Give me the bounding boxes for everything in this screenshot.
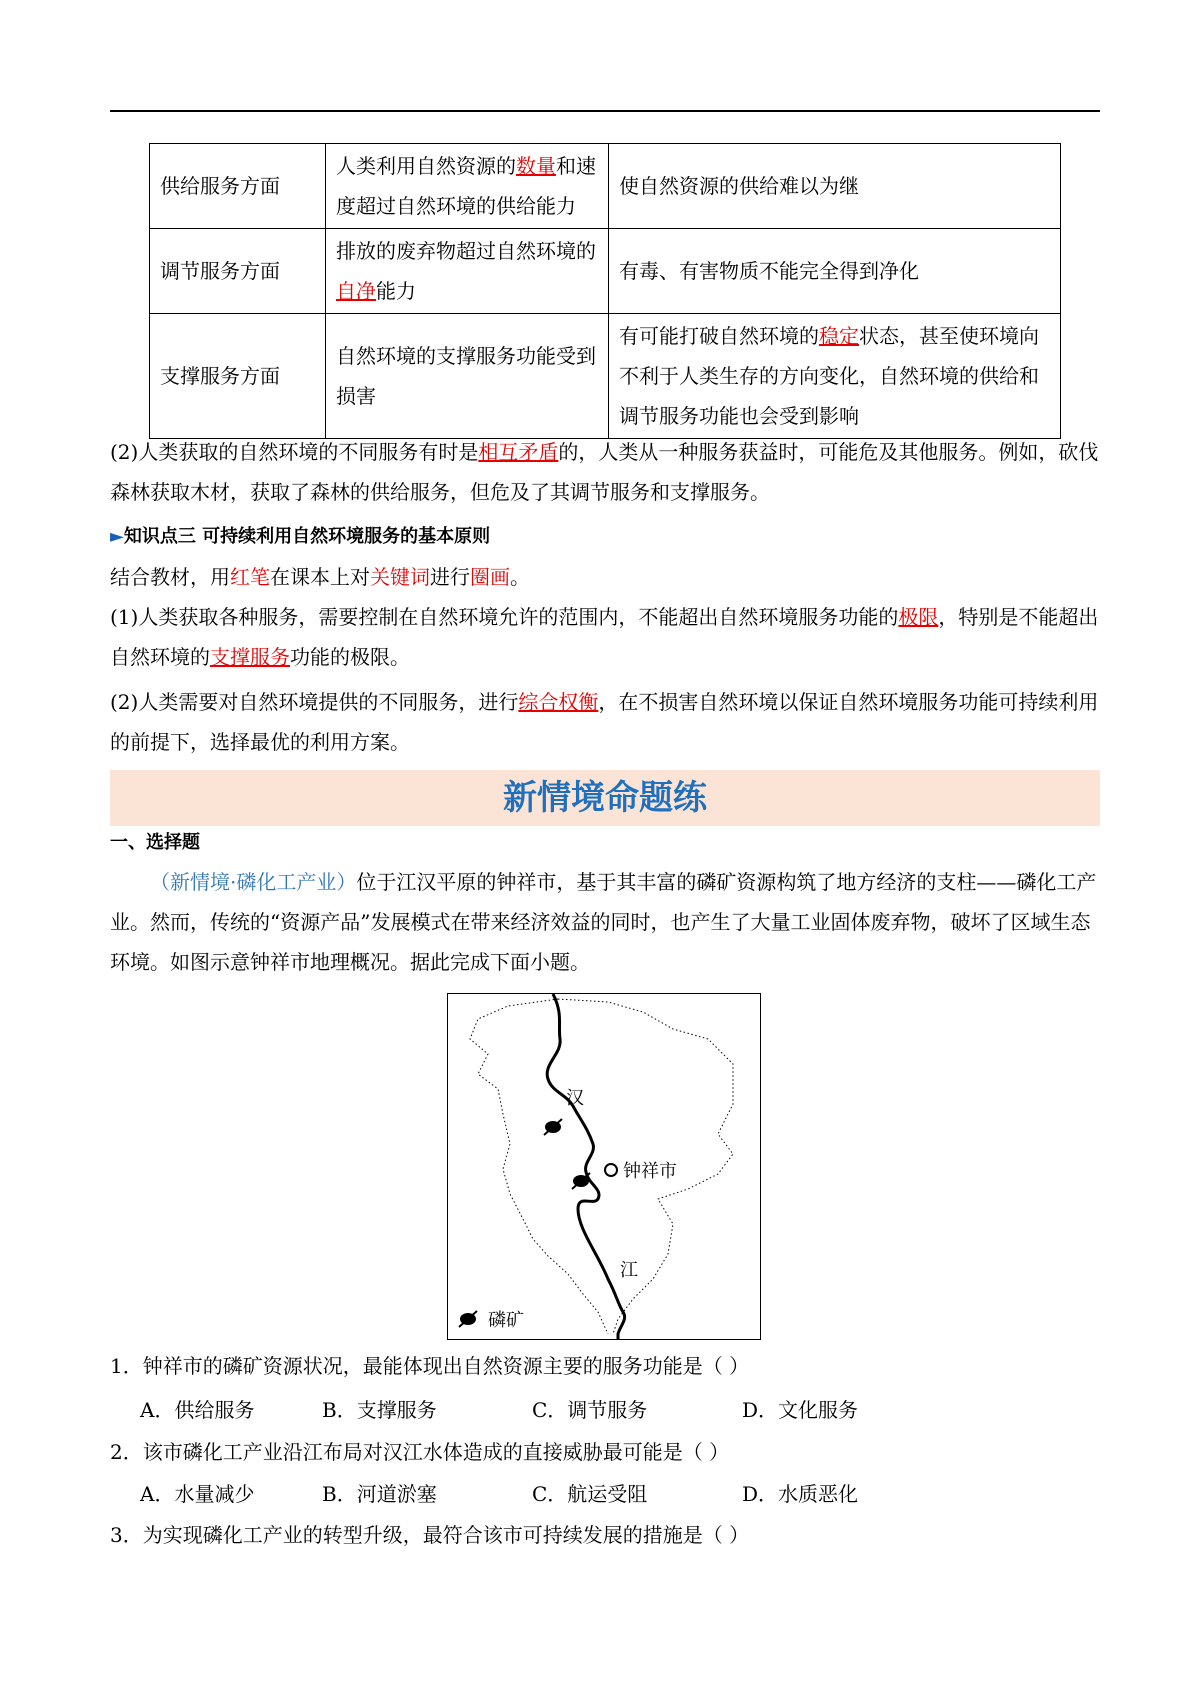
effect-text: 使自然资源的供给难以为继 (619, 174, 859, 198)
option-b[interactable]: B．支撑服务 (322, 1398, 437, 1422)
table-cell-cause (326, 314, 609, 439)
label-han: 汉 (566, 1088, 584, 1109)
keyword: 极限 (898, 605, 939, 629)
table-cell-aspect: 调节服务方面 (150, 229, 326, 314)
context-tag: （新情境·磷化工产业） (150, 870, 357, 894)
legend-mine-icon (459, 1311, 477, 1327)
keyword: 数量 (516, 154, 556, 178)
option-b[interactable]: B．河道淤塞 (322, 1482, 437, 1506)
cause-text: 自然环境的支撑服务功能受到损害 (336, 344, 596, 408)
city-marker-icon (605, 1164, 617, 1176)
table-cell-effect (609, 229, 1061, 314)
table-row (150, 314, 1061, 439)
instruction-line: 结合教材，用红笔在课本上对关键词进行圈画。 (110, 565, 530, 589)
question-1: 1．钟祥市的磷矿资源状况，最能体现出自然资源主要的服务功能是（ ） (110, 1354, 750, 1378)
table-cell-cause (326, 144, 609, 229)
phosphate-mine-icon (572, 1173, 590, 1189)
table-cell-effect (609, 314, 1061, 439)
effect-text: 状态，甚至使环境向不利于人类生存的方向变化，自然环境的供给和调节服务功能也会受到影响 (619, 324, 1039, 428)
effect-text: 有毒、有害物质不能完全得到净化 (619, 259, 919, 283)
keyword: 红笔 (230, 565, 270, 589)
context-paragraph: （新情境·磷化工产业）位于江汉平原的钟祥市，基于其丰富的磷矿资源构筑了地方经济的支柱——磷化工产业。然而，传统的“资源产品”发展模式在带来经济效益的同时，也产生了大量工业固体废弃物，破坏了区域生态环境。如图示意钟祥市地理概况。据此完成下面小题。 (110, 870, 1097, 974)
keyword: 稳定 (819, 324, 859, 348)
label-jiang: 江 (620, 1260, 638, 1281)
keyword: 支撑服务 (210, 645, 290, 669)
section-banner (110, 770, 1100, 826)
question-3: 3．为实现磷化工产业的转型升级，最符合该市可持续发展的措施是（ ） (110, 1523, 750, 1547)
table-row (150, 144, 1061, 229)
option-d[interactable]: D．水质恶化 (742, 1482, 859, 1506)
phosphate-mine-icon (544, 1119, 562, 1135)
option-a[interactable]: A．供给服务 (140, 1398, 255, 1422)
question-2: 2．该市磷化工产业沿江布局对汉江水体造成的直接威胁最可能是（ ） (110, 1440, 730, 1464)
table-row (150, 229, 1061, 314)
map-figure (447, 993, 761, 1340)
effect-text: 有可能打破自然环境的 (619, 324, 819, 348)
knowledge-point-heading (110, 517, 1100, 557)
keyword: 自净 (336, 279, 376, 303)
banner-title: 新情境命题练 (503, 778, 707, 818)
table-cell-aspect: 支撑服务方面 (150, 314, 326, 439)
service-table (149, 143, 1061, 439)
keyword: 综合权衡 (518, 690, 599, 714)
paragraph-conflict: (2)人类获取的自然环境的不同服务有时是相互矛盾的，人类从一种服务获益时，可能危及其他服务。例如，砍伐森林获取木材，获取了森林的供给服务，但危及了其调节服务和支撑服务。 (110, 440, 1099, 504)
keyword: 圈画 (470, 565, 510, 589)
keyword: 相互矛盾 (478, 440, 559, 464)
header-rule (110, 110, 1100, 112)
cause-text: 和速度超过自然环境的供给能力 (336, 154, 596, 218)
map-svg (448, 994, 760, 1339)
knowledge-point-title: 知识点三 可持续利用自然环境服务的基本原则 (123, 526, 491, 547)
table-cell-effect (609, 144, 1061, 229)
cause-text: 能力 (376, 279, 416, 303)
section-title: 一、选择题 (110, 832, 200, 853)
principle-1: (1)人类获取各种服务，需要控制在自然环境允许的范围内，不能超出自然环境服务功能的极限，特别是不能超出自然环境的支撑服务功能的极限。 (110, 605, 1099, 669)
cause-text: 人类利用自然资源的 (336, 154, 516, 178)
city-boundary (470, 999, 733, 1334)
principle-2: (2)人类需要对自然环境提供的不同服务，进行综合权衡，在不损害自然环境以保证自然环境服务功能可持续利用的前提下，选择最优的利用方案。 (110, 690, 1099, 754)
option-d[interactable]: D．文化服务 (742, 1398, 859, 1422)
triangle-marker-icon: ► (110, 526, 124, 547)
table-cell-cause (326, 229, 609, 314)
option-c[interactable]: C．调节服务 (532, 1398, 648, 1422)
option-c[interactable]: C．航运受阻 (532, 1482, 648, 1506)
legend-label: 磷矿 (488, 1310, 524, 1331)
option-a[interactable]: A．水量减少 (140, 1482, 255, 1506)
cause-text: 排放的废弃物超过自然环境的 (336, 239, 596, 263)
label-city: 钟祥市 (623, 1161, 677, 1182)
table-cell-aspect: 供给服务方面 (150, 144, 326, 229)
keyword: 关键词 (370, 565, 430, 589)
